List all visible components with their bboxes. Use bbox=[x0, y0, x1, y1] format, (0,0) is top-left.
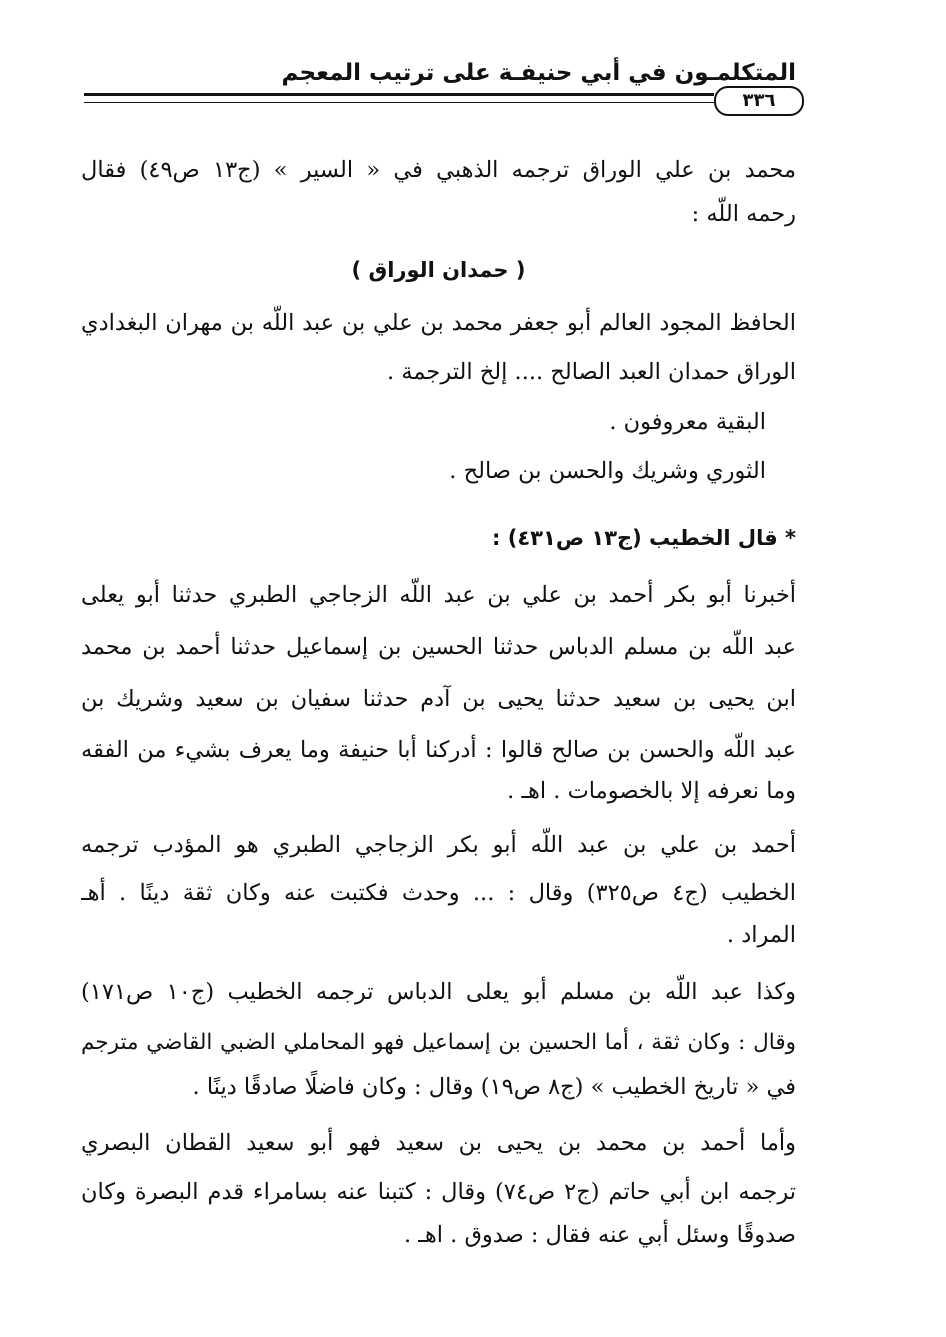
text-line: ابن يحيى بن سعيد حدثنا يحيى بن آدم حدثنا سفيان بن سعيد وشريك بن bbox=[81, 686, 796, 712]
header-rule-thin bbox=[84, 102, 714, 103]
text-line: الثوري وشريك والحسن بن صالح . bbox=[449, 458, 766, 484]
text-line: محمد بن علي الوراق ترجمه الذهبي في « السير » (ج١٣ ص٤٩) فقال bbox=[81, 157, 796, 183]
text-line: الوراق حمدان العبد الصالح .... إلخ الترجمة . bbox=[387, 359, 796, 385]
text-line: المراد . bbox=[726, 922, 796, 948]
text-line: عبد اللّه والحسن بن صالح قالوا : أدركنا أبا حنيفة وما يعرف بشيء من الفقه bbox=[81, 737, 796, 763]
section-heading: ( حمدان الوراق ) bbox=[351, 258, 526, 282]
header-rule-thick bbox=[84, 93, 714, 96]
text-line: وما نعرفه إلا بالخصومات . اهـ . bbox=[507, 778, 796, 804]
section-heading: * قال الخطيب (ج١٣ ص٤٣١) : bbox=[492, 526, 796, 550]
text-line: في « تاريخ الخطيب » (ج٨ ص١٩) وقال : وكان فاضلًا صادقًا دينًا . bbox=[192, 1074, 796, 1100]
text-line: صدوقًا وسئل أبي عنه فقال : صدوق . اهـ . bbox=[403, 1222, 796, 1248]
running-title: المتكلمـون في أبي حنيفـة على ترتيب المعجم bbox=[281, 60, 796, 86]
text-line: الخطيب (ج٤ ص٣٢٥) وقال : ... وحدث فكتبت عنه وكان ثقة دينًا . أهـ bbox=[81, 880, 796, 906]
text-line: أحمد بن علي بن عبد اللّه أبو بكر الزجاجي الطبري هو المؤدب ترجمه bbox=[81, 832, 796, 858]
text-line: عبد اللّه بن مسلم الدباس حدثنا الحسين بن إسماعيل حدثنا أحمد بن محمد bbox=[81, 634, 796, 660]
text-line: أخبرنا أبو بكر أحمد بن علي بن عبد اللّه الزجاجي الطبري حدثنا أبو يعلى bbox=[81, 582, 796, 608]
text-line: وقال : وكان ثقة ، أما الحسين بن إسماعيل فهو المحاملي الضبي القاضي مترجم bbox=[81, 1030, 796, 1055]
text-line: ترجمه ابن أبي حاتم (ج٢ ص٧٤) وقال : كتبنا عنه بسامراء قدم البصرة وكان bbox=[81, 1179, 796, 1205]
text-line: وأما أحمد بن محمد بن يحيى بن سعيد فهو أبو سعيد القطان البصري bbox=[81, 1130, 796, 1156]
text-line: الحافظ المجود العالم أبو جعفر محمد بن علي بن عبد اللّه بن مهران البغدادي bbox=[81, 310, 796, 336]
text-line: رحمه اللّه : bbox=[691, 201, 796, 227]
page-number-badge: ٣٣٦ bbox=[714, 86, 804, 116]
text-line: البقية معروفون . bbox=[609, 409, 766, 435]
text-line: وكذا عبد اللّه بن مسلم أبو يعلى الدباس ترجمه الخطيب (ج١٠ ص١٧١) bbox=[81, 979, 796, 1005]
